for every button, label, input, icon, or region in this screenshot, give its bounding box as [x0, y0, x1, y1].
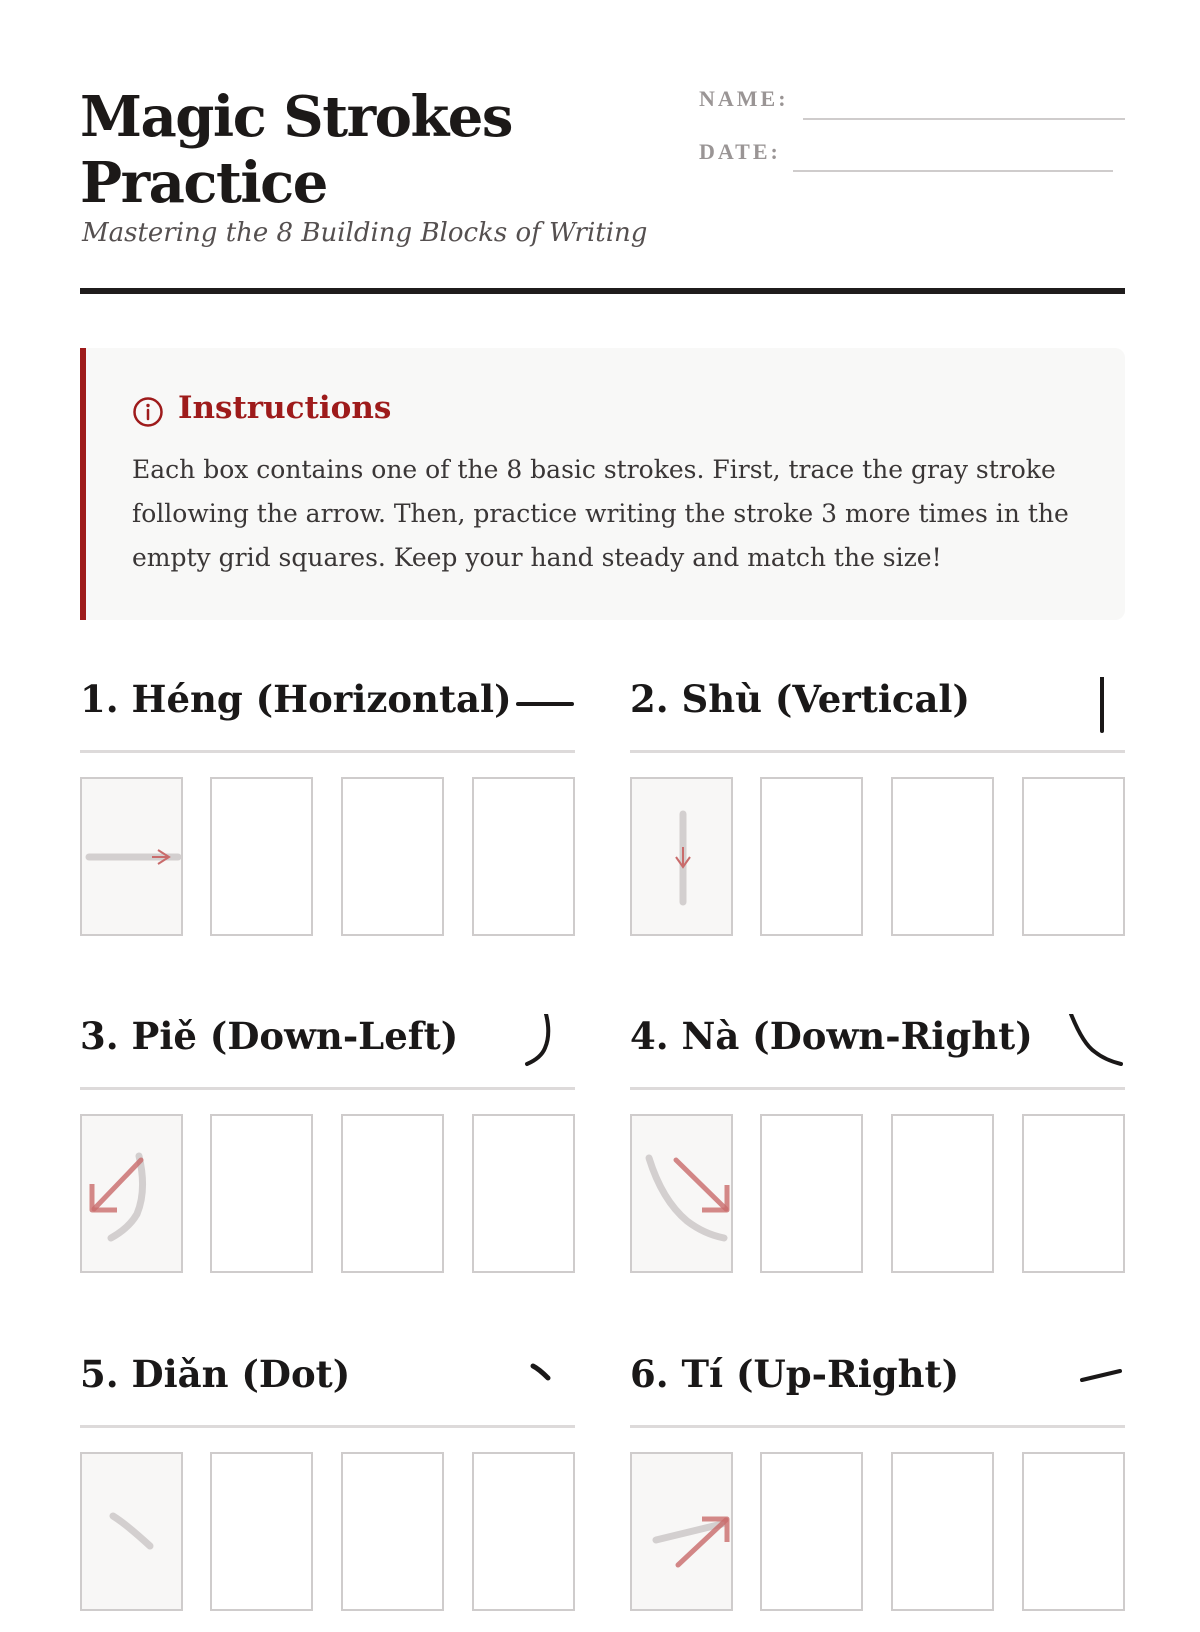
practice-box[interactable]: [341, 1452, 444, 1611]
practice-box[interactable]: [341, 777, 444, 936]
section-divider: [630, 1425, 1125, 1428]
practice-box[interactable]: [760, 777, 863, 936]
stroke-section-shu: [630, 677, 1125, 957]
trace-box[interactable]: [80, 777, 183, 936]
practice-box[interactable]: [472, 777, 575, 936]
practice-box[interactable]: [472, 1452, 575, 1611]
trace-box[interactable]: [80, 1114, 183, 1273]
practice-box[interactable]: [760, 1452, 863, 1611]
horizontal-trace-guide: [82, 779, 185, 938]
practice-box[interactable]: [891, 1452, 994, 1611]
dot-stroke-icon: [515, 1352, 575, 1412]
stroke-title: 1. Héng (Horizontal): [80, 677, 512, 721]
section-divider: [80, 750, 575, 753]
stroke-section-na: [630, 1014, 1125, 1294]
stroke-section-pie: [80, 1014, 575, 1294]
section-divider: [630, 750, 1125, 753]
vertical-stroke-icon: [1065, 677, 1125, 737]
dot-trace-guide: [82, 1454, 185, 1613]
practice-box[interactable]: [1022, 1114, 1125, 1273]
stroke-title: 2. Shù (Vertical): [630, 677, 970, 721]
date-field[interactable]: [793, 170, 1113, 172]
stroke-title: 5. Diǎn (Dot): [80, 1352, 351, 1396]
info-circle-icon: [132, 396, 164, 428]
section-divider: [80, 1087, 575, 1090]
practice-box[interactable]: [891, 777, 994, 936]
page-title: Magic Strokes Practice: [80, 84, 512, 216]
section-divider: [630, 1087, 1125, 1090]
date-label: DATE:: [699, 139, 781, 164]
up-right-trace-guide: [632, 1454, 735, 1613]
practice-box[interactable]: [210, 1114, 313, 1273]
trace-box[interactable]: [630, 1114, 733, 1273]
stroke-title: 6. Tí (Up-Right): [630, 1352, 960, 1396]
stroke-section-ti: [630, 1352, 1125, 1632]
stroke-section-dian: [80, 1352, 575, 1632]
practice-box[interactable]: [472, 1114, 575, 1273]
vertical-trace-guide: [632, 779, 735, 938]
instructions-title: Instructions: [178, 390, 392, 426]
trace-box[interactable]: [630, 1452, 733, 1611]
name-field[interactable]: [803, 118, 1125, 120]
stroke-title: 3. Piě (Down-Left): [80, 1014, 459, 1058]
practice-box[interactable]: [760, 1114, 863, 1273]
practice-box[interactable]: [1022, 777, 1125, 936]
down-right-trace-guide: [632, 1116, 735, 1275]
stroke-section-heng: [80, 677, 575, 957]
horizontal-stroke-icon: [515, 677, 575, 737]
practice-box[interactable]: [891, 1114, 994, 1273]
instructions-panel: [80, 348, 1125, 620]
page-subtitle: Mastering the 8 Building Blocks of Writing: [82, 218, 648, 248]
down-left-stroke-icon: [515, 1014, 575, 1074]
name-label: NAME:: [699, 86, 789, 111]
practice-box[interactable]: [341, 1114, 444, 1273]
trace-box[interactable]: [80, 1452, 183, 1611]
down-right-stroke-icon: [1065, 1014, 1125, 1074]
practice-box[interactable]: [210, 777, 313, 936]
trace-box[interactable]: [630, 777, 733, 936]
up-right-stroke-icon: [1065, 1352, 1125, 1412]
down-left-trace-guide: [82, 1116, 185, 1275]
stroke-title: 4. Nà (Down-Right): [630, 1014, 1033, 1058]
instructions-text: Each box contains one of the 8 basic strokes. First, trace the gray stroke following the arrow. Then, practice writing the stroke 3 more times in the empty grid squares. Keep your hand steady and match the size!: [132, 455, 1069, 572]
header-divider: [80, 288, 1125, 294]
practice-box[interactable]: [210, 1452, 313, 1611]
practice-box[interactable]: [1022, 1452, 1125, 1611]
section-divider: [80, 1425, 575, 1428]
